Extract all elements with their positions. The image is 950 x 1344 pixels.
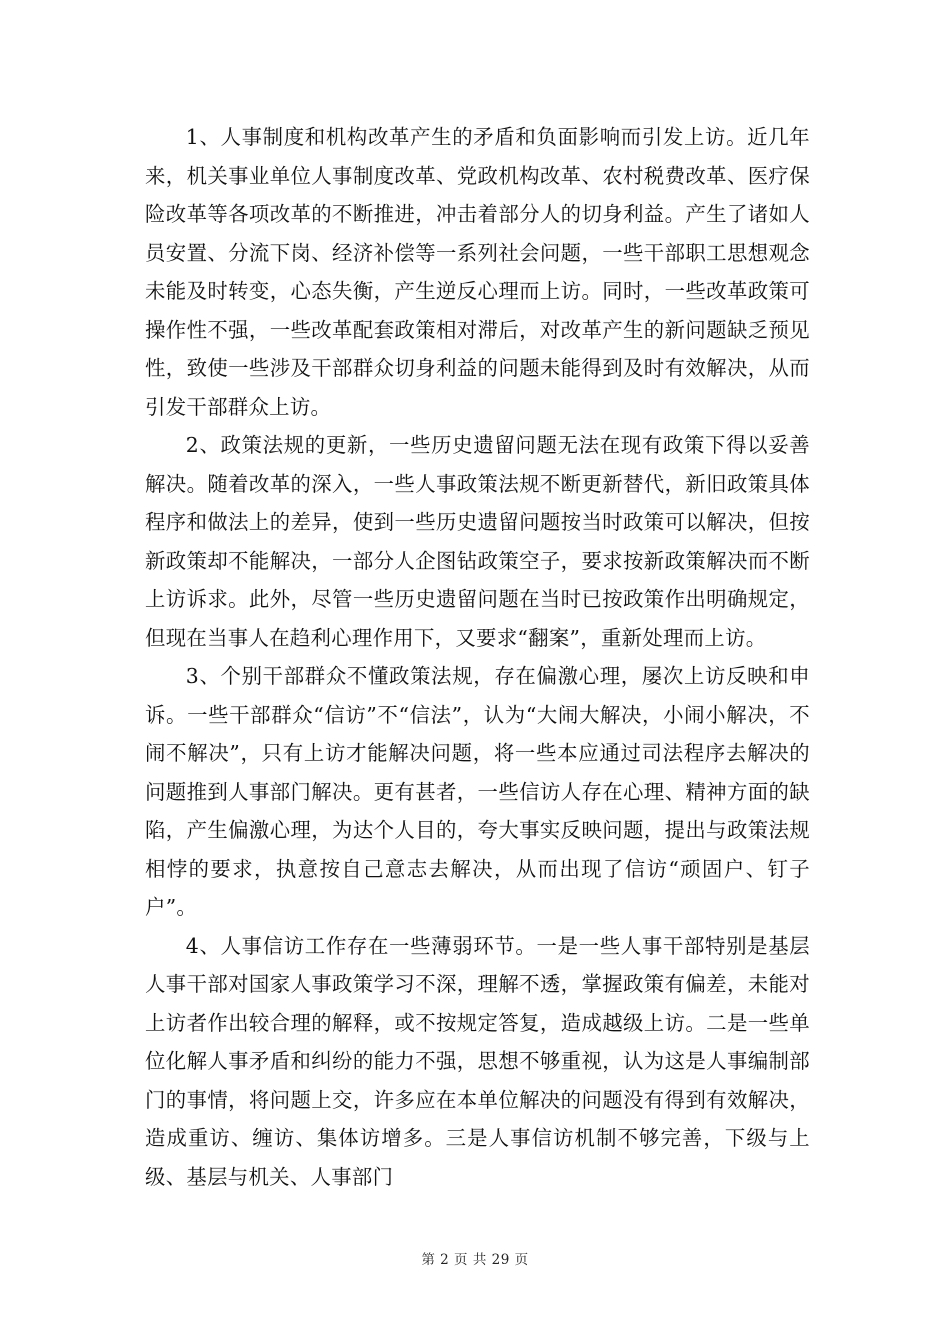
paragraph-4: 4、人事信访工作存在一些薄弱环节。一是一些人事干部特别是基层人事干部对国家人事政策学习不深，理解不透，掌握政策有偏差，未能对上访者作出较合理的解释，或不按规定答复，造成越级上访。二是一些单位化解人事矛盾和纠纷的能力不强，思想不够重视，认为这是人事编制部门的事情，将问题上交，许多应在本单位解决的问题没有得到有效解决，造成重访、缠访、集体访增多。三是人事信访机制不够完善，下级与上级、基层与机关、人事部门 xyxy=(145,933,810,1189)
page-number-footer: 第 2 页 共 29 页 xyxy=(421,1252,529,1268)
paragraph-3: 3、个别干部群众不懂政策法规，存在偏激心理，屡次上访反映和申诉。一些干部群众“信访”不“信法”，认为“大闹大解决，小闹小解决，不闹不解决”，只有上访才能解决问题，将一些本应通过司法程序去解决的问题推到人事部门解决。更有甚者，一些信访人存在心理、精神方面的缺陷，产生偏激心理，为达个人目的，夸大事实反映问题，提出与政策法规相悖的要求，执意按自己意志去解决，从而出现了信访“顽固户、钉子户”。 xyxy=(145,664,810,919)
document-body xyxy=(145,118,810,1196)
paragraph-2: 2、政策法规的更新，一些历史遗留问题无法在现有政策下得以妥善解决。随着改革的深入，一些人事政策法规不断更新替代，新旧政策具体程序和做法上的差异，使到一些历史遗留问题按当时政策可以解决，但按新政策却不能解决，一部分人企图钻政策空子，要求按新政策解决而不断上访诉求。此外，尽管一些历史遗留问题在当时已按政策作出明确规定，但现在当事人在趋利心理作用下，又要求“翻案”，重新处理而上访。 xyxy=(145,433,810,650)
paragraph-1: 1、人事制度和机构改革产生的矛盾和负面影响而引发上访。近几年来，机关事业单位人事制度改革、党政机构改革、农村税费改革、医疗保险改革等各项改革的不断推进，冲击着部分人的切身利益。产生了诸如人员安置、分流下岗、经济补偿等一系列社会问题，一些干部职工思想观念未能及时转变，心态失衡，产生逆反心理而上访。同时，一些改革政策可操作性不强，一些改革配套政策相对滞后，对改革产生的新问题缺乏预见性，致使一些涉及干部群众切身利益的问题未能得到及时有效解决，从而引发干部群众上访。 xyxy=(145,125,810,419)
